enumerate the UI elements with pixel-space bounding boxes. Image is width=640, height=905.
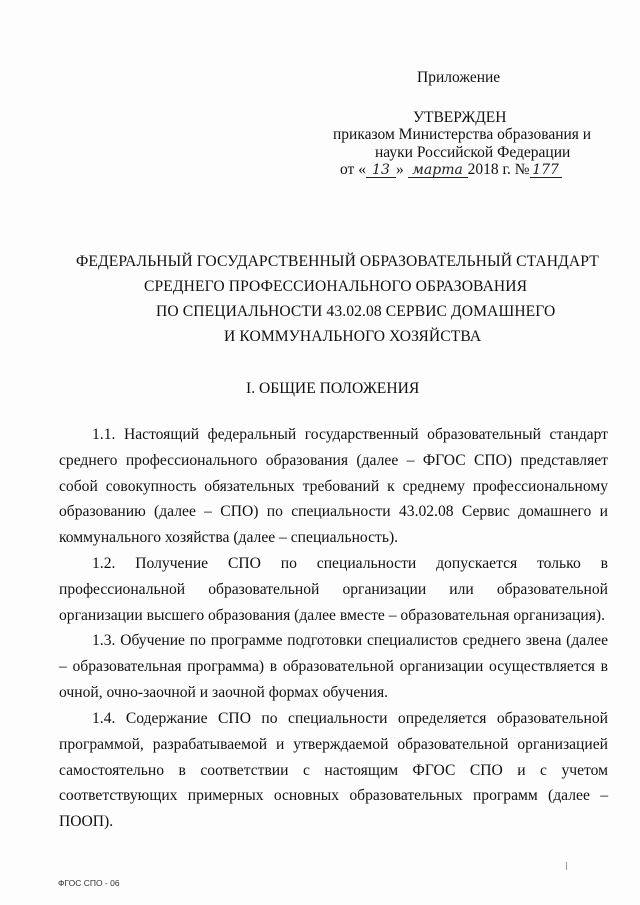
approved-label: УТВЕРЖДЕН [413, 109, 507, 126]
footer-code: ФГОС СПО - 06 [58, 878, 120, 888]
date-mid: » [395, 161, 404, 178]
title-line-4: И КОММУНАЛЬНОГО ХОЗЯЙСТВА [224, 328, 482, 345]
title-line-2: СРЕДНЕГО ПРОФЕССИОНАЛЬНОГО ОБРАЗОВАНИЯ [144, 278, 528, 295]
paragraph-1-1: 1.1. Настоящий федеральный государственный образовательный стандарт среднего профессионального образования (далее – ФГОС СПО) представляет собой совокупность обязательных требований к среднему профессиональному образованию (далее – СПО) по специальности 43.02.08 Сервис домашнего и коммунального хозяйства (далее – специальность). [59, 426, 608, 547]
title-line-1: ФЕДЕРАЛЬНЫЙ ГОСУДАРСТВЕННЫЙ ОБРАЗОВАТЕЛЬНЫЙ СТАНДАРТ [76, 253, 599, 270]
paragraph-1-3: 1.3. Обучение по программе подготовки специалистов среднего звена (далее – образовательная программа) в образовательной организации осуществляется в очной, очно-заочной и заочной формах обучения. [59, 632, 608, 701]
title-line-3: ПО СПЕЦИАЛЬНОСТИ 43.02.08 СЕРВИС ДОМАШНЕГО [156, 303, 556, 320]
section-heading: I. ОБЩИЕ ПОЛОЖЕНИЯ [246, 380, 420, 397]
order-number-handwritten: 177 [530, 163, 562, 178]
date-prefix: от « [340, 161, 366, 178]
date-month-handwritten: марта [408, 163, 468, 178]
order-line-1: приказом Министерства образования и [333, 126, 592, 143]
order-date-line [340, 160, 562, 179]
scan-speck [566, 862, 567, 870]
paragraph-1-4: 1.4. Содержание СПО по специальности определяется образовательной программой, разрабатываемой и утверждаемой образовательной организацией самостоятельно в соответствии с настоящим ФГОС СПО и с учетом соответствующих примерных основных образовательных программ (далее – ПООП). [59, 710, 608, 831]
date-year: 2018 г. № [467, 161, 530, 178]
order-line-2: науки Российской Федерации [375, 144, 571, 161]
appendix-label: Приложение [417, 69, 501, 86]
paragraph-1-2: 1.2. Получение СПО по специальности допускается только в профессиональной образовательной организации или образовательной организации высшего образования (далее вместе – образовательная организация). [59, 555, 608, 624]
date-day-handwritten: 13 [366, 163, 396, 178]
